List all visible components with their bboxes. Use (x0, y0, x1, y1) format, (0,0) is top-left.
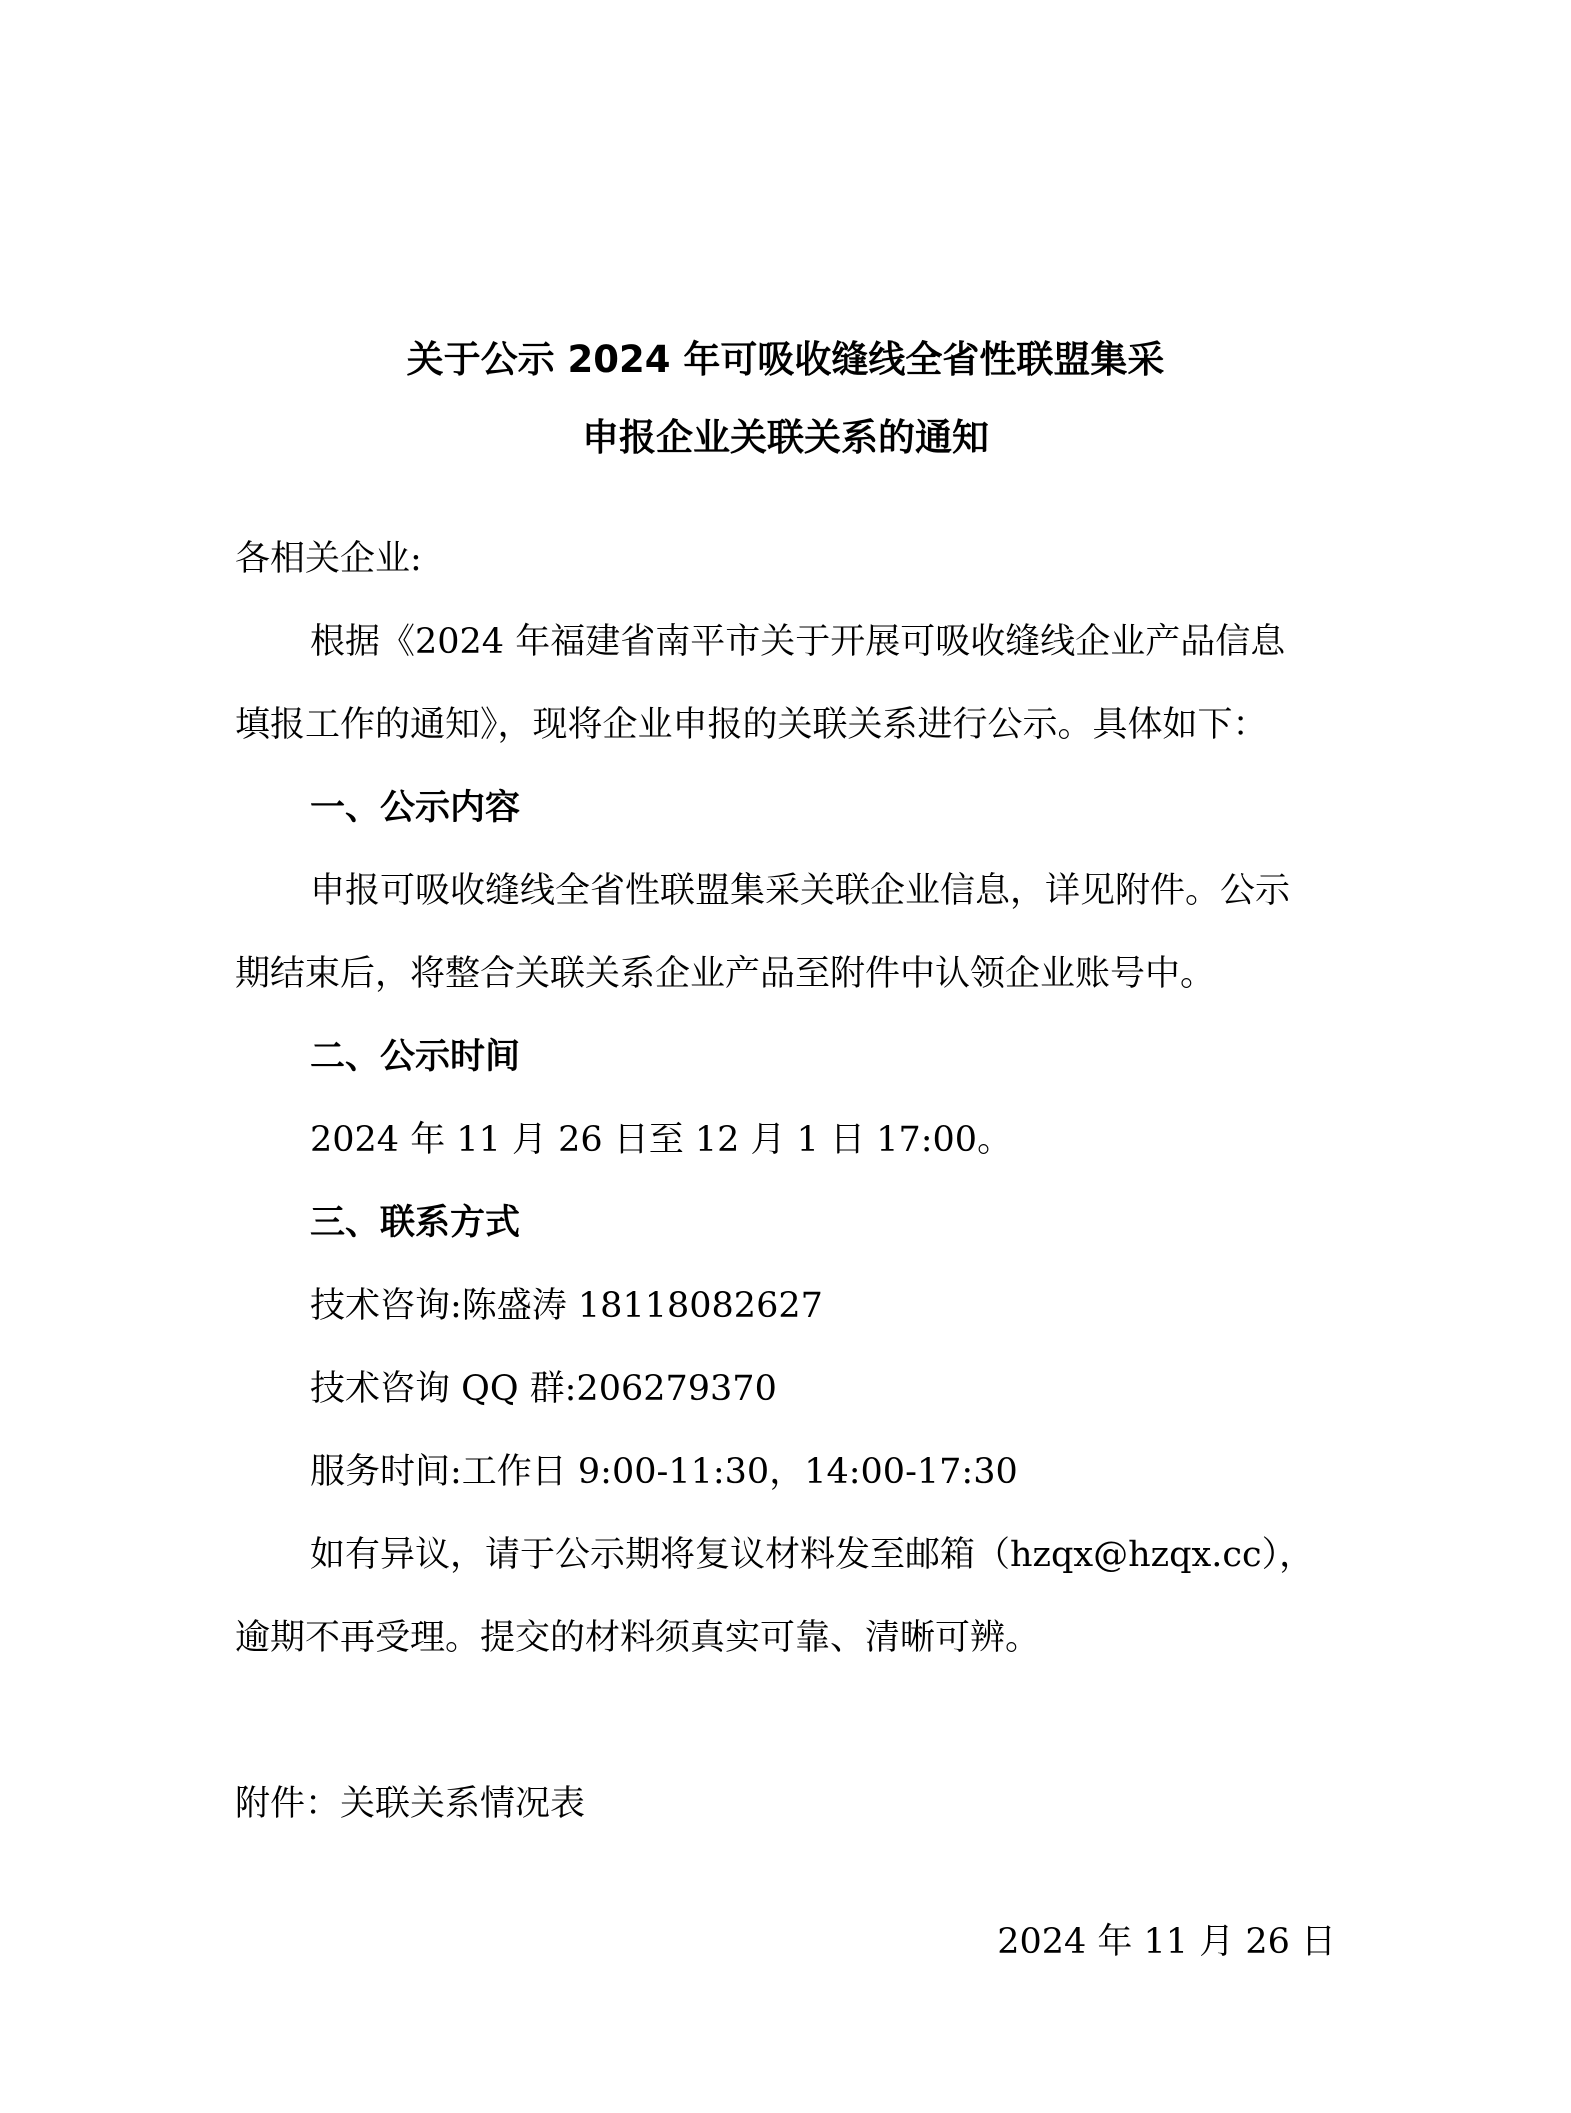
section1-heading: 一、公示内容 (310, 788, 521, 828)
salutation: 各相关企业: (235, 539, 422, 579)
section1-text-line1: 申报可吸收缝线全省性联盟集采关联企业信息，详见附件。公示 (310, 871, 1291, 911)
objection-text-line2: 逾期不再受理。提交的材料须真实可靠、清晰可辨。 (235, 1618, 1041, 1658)
document-title-line1: 关于公示 2024 年可吸收缝线全省性联盟集采 (406, 338, 1165, 381)
attachment-note: 附件：关联关系情况表 (235, 1784, 586, 1824)
section2-heading: 二、公示时间 (310, 1037, 521, 1077)
tech-consult-contact: 技术咨询:陈盛涛 18118082627 (310, 1286, 823, 1326)
section2-text: 2024 年 11 月 26 日至 12 月 1 日 17:00。 (310, 1120, 1013, 1160)
intro-paragraph-line1: 根据《2024 年福建省南平市关于开展可吸收缝线企业产品信息 (310, 622, 1286, 662)
intro-paragraph-line2: 填报工作的通知》，现将企业申报的关联关系进行公示。具体如下： (235, 705, 1268, 745)
document-title-line2: 申报企业关联关系的通知 (582, 416, 989, 459)
objection-text-line1: 如有异议，请于公示期将复议材料发至邮箱（hzqx@hzqx.cc）， (310, 1535, 1315, 1575)
section3-heading: 三、联系方式 (310, 1203, 521, 1243)
section1-text-line2: 期结束后，将整合关联关系企业产品至附件中认领企业账号中。 (235, 954, 1216, 994)
qq-group-contact: 技术咨询 QQ 群:206279370 (310, 1369, 777, 1409)
service-hours: 服务时间:工作日 9:00-11:30，14:00-17:30 (310, 1452, 1018, 1492)
document-date: 2024 年 11 月 26 日 (997, 1922, 1336, 1962)
